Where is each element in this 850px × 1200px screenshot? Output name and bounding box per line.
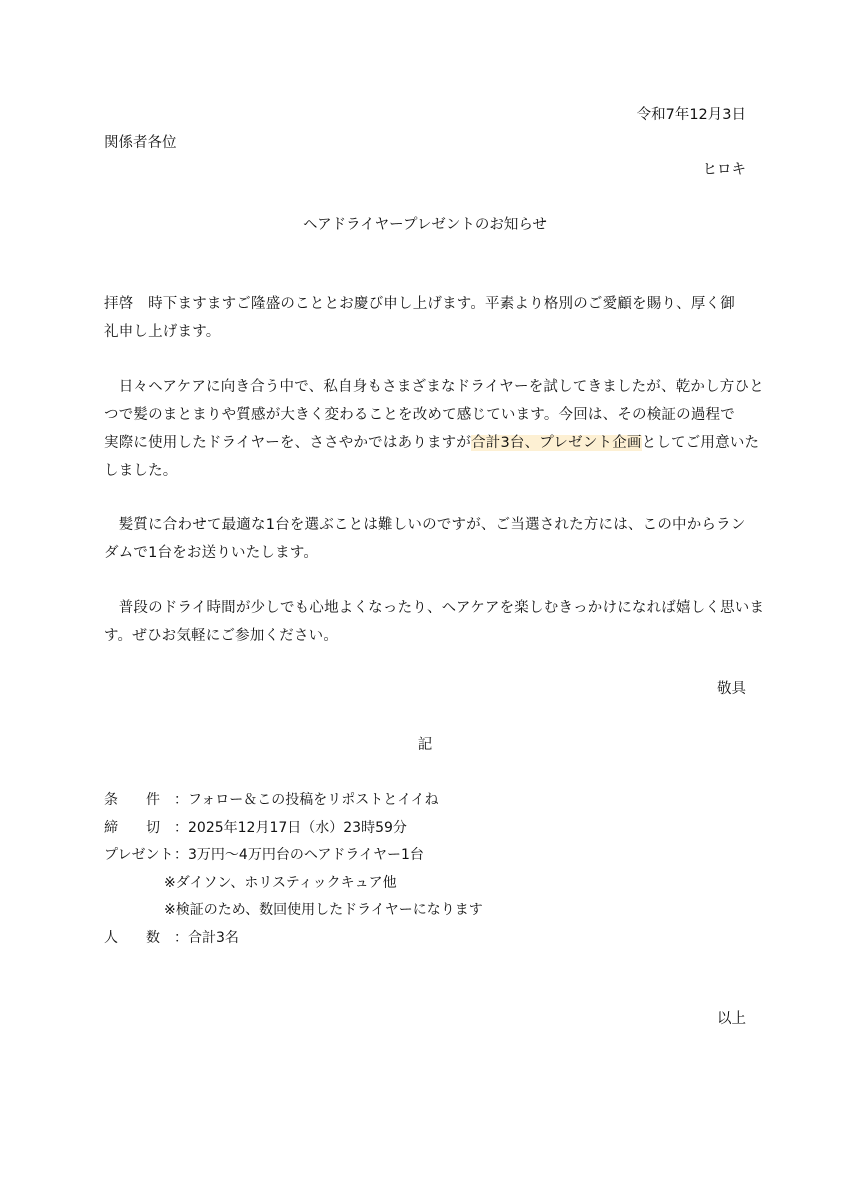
selection-paragraph: [104, 511, 750, 567]
condition-value: ：2025年12月17日（水）23時59分: [174, 820, 407, 836]
ki-heading: 記: [417, 737, 433, 753]
condition-row: [104, 790, 439, 810]
end-word: 以上: [717, 1011, 746, 1027]
paragraph-line: [104, 429, 760, 457]
winner-count-row: [104, 928, 239, 948]
paragraph-line: す。ぜひお気軽にご参加ください。: [104, 628, 339, 644]
condition-label: 締 切: [104, 820, 160, 836]
paragraph-line: 礼申し上げます。: [104, 324, 221, 340]
note-line: ※ダイソン、ホリスティックキュア他: [164, 875, 397, 891]
present-row: [104, 845, 424, 865]
paragraph-text: 実際に使用したドライヤーを、ささやかではありますが: [104, 435, 472, 451]
recipient: 関係者各位: [104, 135, 177, 151]
closing-word: 敬具: [717, 681, 746, 697]
paragraph-line: しました。: [104, 463, 178, 479]
deadline-row: [104, 818, 407, 838]
paragraph-text: としてご用意いた: [641, 435, 760, 451]
paragraph-line: つで髪のまとまりや質感が大きく変わることを改めて感じています。今回は、その検証の過程で: [104, 407, 735, 423]
paragraph-line: 拝啓 時下ますますご隆盛のこととお慶び申し上げます。平素より格別のご愛顧を賜り、厚く御: [104, 296, 735, 312]
paragraph-line: 髪質に合わせて最適な1台を選ぶことは難しいのですが、ご当選された方には、この中からラン: [104, 517, 746, 533]
document-title: ヘアドライヤープレゼントのお知らせ: [303, 217, 547, 233]
note-line: ※検証のため、数回使用したドライヤーになります: [164, 902, 483, 918]
condition-value: ：3万円～4万円台のヘアドライヤー1台: [174, 847, 424, 863]
condition-label: 条 件: [104, 792, 160, 808]
intro-paragraph: [104, 373, 764, 485]
paragraph-line: 日々ヘアケアに向き合う中で、私自身もさまざまなドライヤーを試してきましたが、乾かし方ひと: [104, 379, 764, 395]
condition-label: 人 数: [104, 930, 160, 946]
paragraph-line: ダムで1台をお送りいたします。: [104, 545, 319, 561]
sender: ヒロキ: [702, 162, 746, 178]
closing-paragraph: [104, 594, 765, 650]
paragraph-line: 普段のドライ時間が少しでも心地よくなったり、ヘアケアを楽しむきっかけになれば嬉しく思いま: [104, 600, 765, 616]
condition-value: ：フォロー＆この投稿をリポストとイイね: [174, 792, 439, 808]
document-date: 令和7年12月3日: [636, 107, 746, 123]
greeting-paragraph: [104, 290, 750, 346]
condition-value: ：合計3名: [174, 930, 239, 946]
condition-label: プレゼント: [104, 847, 174, 863]
highlighted-text: 合計3台、プレゼント企画: [471, 435, 642, 451]
